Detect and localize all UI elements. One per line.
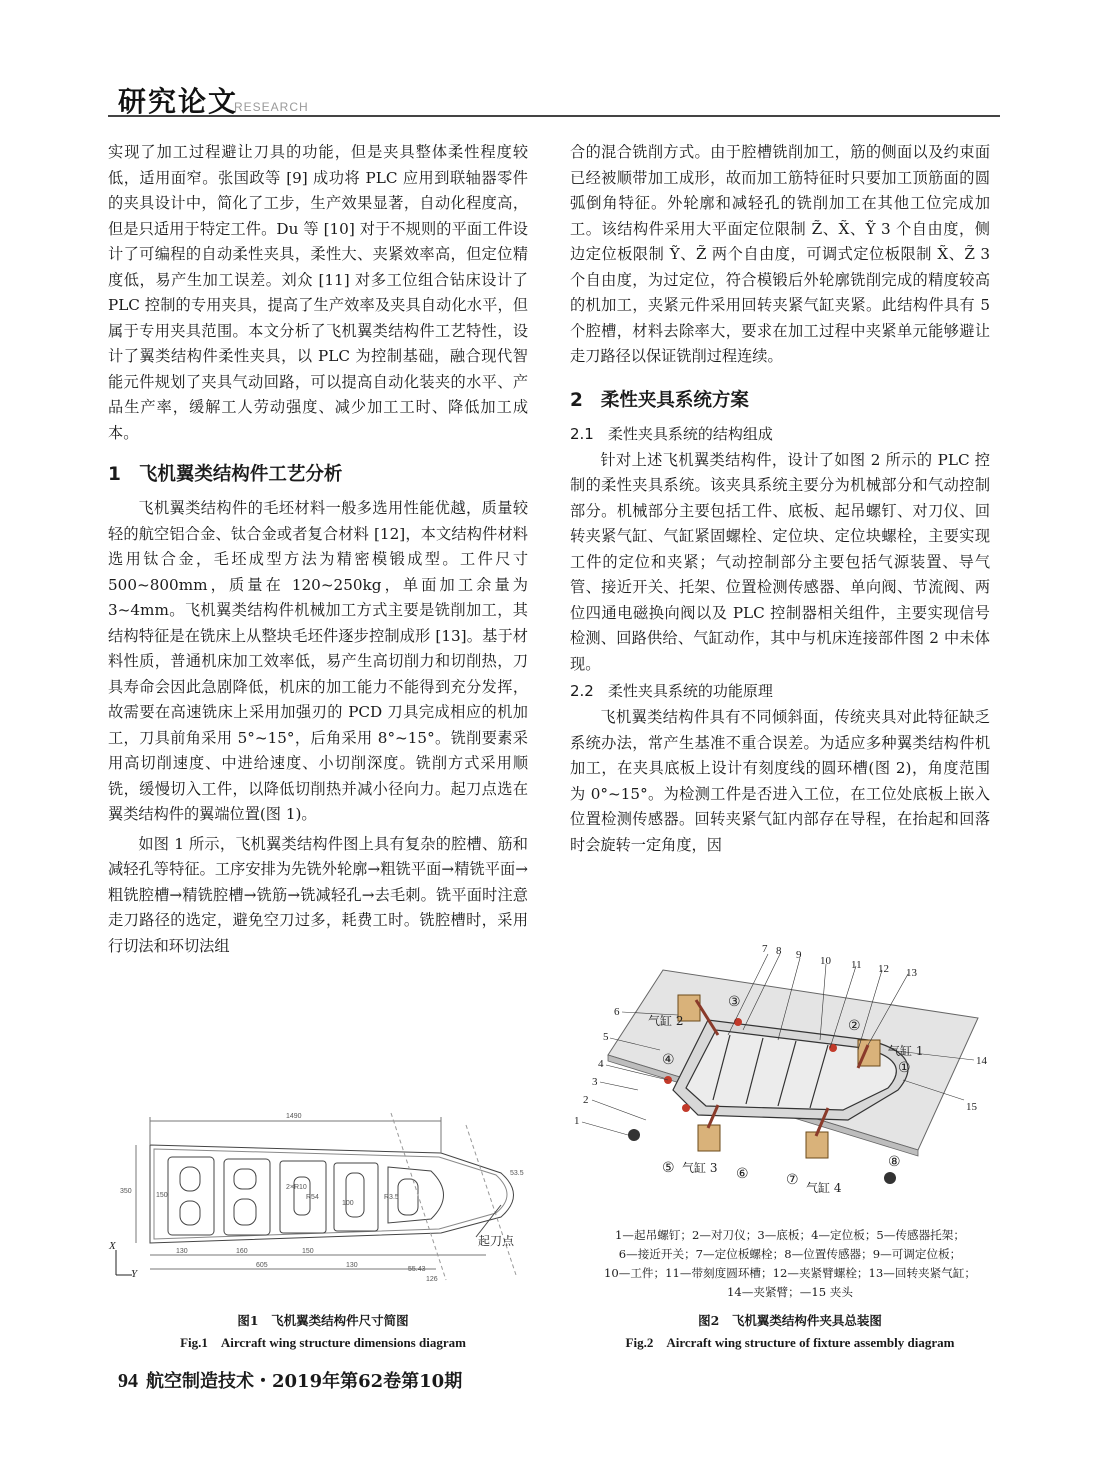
leader-3 xyxy=(600,1082,638,1090)
lifting-screw-1 xyxy=(628,1129,640,1141)
section1-heading xyxy=(108,462,528,488)
station-3: ③ xyxy=(728,994,741,1010)
figure2-legend xyxy=(570,1226,1010,1302)
figure1-caption-zh: 图1 飞机翼类结构件尺寸简图 xyxy=(237,1313,409,1328)
figure2-caption-en: Fig.2 Aircraft wing structure of fixture assembly diagram xyxy=(625,1335,955,1350)
leader-2 xyxy=(592,1100,646,1120)
cylinder-3-label: 气缸 3 xyxy=(682,1161,718,1175)
hole-6 xyxy=(346,1173,364,1217)
start-point-label: 起刀点 xyxy=(478,1234,515,1248)
station-6: ⑥ xyxy=(736,1166,749,1182)
callout-14: 14 xyxy=(976,1055,987,1067)
subsection-2-2-number: 2.2 xyxy=(570,682,594,700)
center-line-2 xyxy=(466,1125,516,1275)
journal-info: 航空制造技术・2019年第62卷第10期 xyxy=(146,1371,463,1392)
figure1-caption-en: Fig.1 Aircraft wing structure dimensions diagram xyxy=(180,1335,466,1350)
subsection-2-2-paragraph: 飞机翼类结构件具有不同倾斜面，传统夹具对此特征缺乏系统办法，常产生基准不重合误差。为适应多种翼类结构件机加工，在夹具底板上设计有刻度线的圆环槽(图 2)，角度范围为 0°~15°。为检测工件是否进入工位，在工位处底板上嵌入位置检测传感器。回转夹紧气缸内部存在导程，在抬起和回落时会旋转一定角度，因 xyxy=(570,708,990,854)
wing-outline xyxy=(150,1145,514,1243)
legend-line: 14—夹紧臂；—15 夹头 xyxy=(727,1285,853,1299)
axis-x-label: X xyxy=(109,1240,116,1252)
section1-title: 飞机翼类结构件工艺分析 xyxy=(138,464,343,485)
dim-label-13: 55.43 xyxy=(408,1266,426,1273)
subsection-2-1-number: 2.1 xyxy=(570,424,594,443)
callout-12: 12 xyxy=(878,963,889,975)
journal-section-subtitle: RESEARCH xyxy=(234,100,309,114)
page-number: 94 xyxy=(118,1370,138,1392)
sensor-1 xyxy=(734,1018,742,1026)
dim-label-12: R3.5 xyxy=(384,1194,399,1201)
hole-3 xyxy=(234,1169,256,1189)
dim-label-5: 605 xyxy=(256,1262,268,1269)
axis-y-label: Y xyxy=(131,1268,138,1280)
station-1: ① xyxy=(898,1060,911,1076)
station-8: ⑧ xyxy=(888,1154,901,1170)
section1-paragraph-2: 如图 1 所示，飞机翼类结构件图上具有复杂的腔槽、筋和减轻孔等特征。工序安排为先铣外轮廓→粗铣平面→精铣平面→粗铣腔槽→精铣腔槽→铣筋→铣减轻孔→去毛刺。铣平面时注意走刀路径的选定，避免空刀过多，耗费工时。铣腔槽时，采用行切法和环切法组 xyxy=(108,834,528,955)
right-column xyxy=(570,140,990,858)
callout-4: 4 xyxy=(598,1058,604,1070)
dim-label-9: 100 xyxy=(342,1200,354,1207)
callout-10: 10 xyxy=(820,955,831,967)
dim-label-4: 160 xyxy=(236,1248,248,1255)
station-7: ⑦ xyxy=(786,1172,799,1188)
cylinder-1-label: 气缸 1 xyxy=(888,1044,924,1058)
dim-label-15: 53.5 xyxy=(510,1170,524,1177)
pocket-3 xyxy=(280,1161,326,1233)
dim-label-11: 2×R10 xyxy=(286,1184,307,1191)
pocket-1 xyxy=(168,1157,214,1235)
subsection-2-2-title: 柔性夹具系统的功能原理 xyxy=(607,682,773,700)
dim-label-1: 1490 xyxy=(286,1113,302,1120)
intro-paragraph: 实现了加工过程避让刀具的功能，但是夹具整体柔性程度较低，适用面窄。张国政等 [9] 成功将 PLC 应用到联轴器零件的夹具设计中，简化了工步，生产效果显著，自动化程度高，但是只适用于特定工件。Du 等 [10] 对于不规则的平面工件设计了可编程的自动柔性夹具，柔性大、夹紧效率高，但定位精度低，易产生加工误差。刘众 [11] 对多工位组合钻床设计了 PLC 控制的专用夹具，提高了生产效率及夹具自动化水平，但属于专用夹具范围。本文分析了飞机翼类结构件工艺特性，设计了翼类结构件柔性夹具，以 PLC 为控制基础，融合现代智能元件规划了夹具气动回路，可以提高自动化装夹的水平、产品生产率，缓解工人劳动强度、减少加工工时、降低加工成本。 xyxy=(108,143,528,442)
cylinder-3-block xyxy=(698,1125,720,1151)
hole-7 xyxy=(398,1179,418,1215)
legend-line: 10—工件；11—带刻度圆环槽；12—夹紧臂螺栓；13—回转夹紧气缸； xyxy=(603,1266,977,1280)
cylinder-4-label: 气缸 4 xyxy=(806,1181,842,1195)
figure1-dimensions-diagram xyxy=(106,1105,536,1295)
section1-paragraph-1: 飞机翼类结构件的毛坯材料一般多选用性能优越，质量较轻的航空铝合金、钛合金或者复合材料 [12]，本文结构件材料选用钛合金，毛坯成型方法为精密模锻成型。工件尺寸 500~800mm，质量在 120~250kg，单面加工余量为 3~4mm。飞机翼类结构件机械加工方式主要是铣削加工，其结构特征是在铣床上从整块毛坯件逐步控制成形 [13]。基于材料性质，普通机床加工效率低，易产生高切削力和切削热，刀具寿命会因此急剧降低，机床的加工能力不能得到充分发挥，故需要在高速铣床上采用加强刃的 PCD 刀具完成相应的机加工，刀具前角采用 5°~15°，后角采用 8°~15°。铣削要素采用高切削速度、中进给速度、小切削深度。铣削方式采用顺铣，缓慢切入工件，以降低切削热并减小径向力。起刀点选在翼类结构件的翼端位置(图 1)。 xyxy=(108,499,528,823)
pocket-2 xyxy=(224,1159,270,1235)
station-4: ④ xyxy=(662,1052,675,1068)
hole-1 xyxy=(180,1167,200,1191)
start-point-leader xyxy=(476,1205,501,1237)
callout-5: 5 xyxy=(603,1031,609,1043)
section1-number: 1 xyxy=(108,464,121,485)
callout-13: 13 xyxy=(906,967,917,979)
section2-number: 2 xyxy=(570,389,583,411)
subsection-2-1-paragraph: 针对上述飞机翼类结构件，设计了如图 2 所示的 PLC 控制的柔性夹具系统。该夹具系统主要分为机械部分和气动控制部分。机械部分主要包括工件、底板、起吊螺钉、对刀仪、回转夹紧气缸、气缸紧固螺栓、定位块、定位块螺栓，主要实现工件的定位和夹紧；气动控制部分主要包括气源装置、导气管、接近开关、托架、位置检测传感器、单向阀、节流阀、两位四通电磁换向阀以及 PLC 控制器相关组件，主要实现信号检测、回路供给、气缸动作，其中与机床连接部件图 2 中未体现。 xyxy=(570,450,990,673)
continued-paragraph: 合的混合铣削方式。由于腔槽铣削加工，筋的侧面以及约束面已经被顺带加工成形，故而加工筋特征时只要加工顶筋面的圆弧倒角特征。外轮廓和减轻孔的铣削加工在其他工位完成加工。该结构件采用大平面定位限制 Z̃、X̃、Ỹ 3 个自由度，侧边定位板限制 Ỹ、Z̃ 两个自由度，可调式定位板限制 X̃、Z̃ 3 个自由度，为过定位，符合模锻后外轮廓铣削完成的精度较高的机加工，夹紧元件采用回转夹紧气缸夹紧。此结构件具有 5 个腔槽，材料去除率大，要求在加工过程中夹紧单元能够避让走刀路径以保证铣削过程连续。 xyxy=(570,143,990,365)
callout-2: 2 xyxy=(583,1094,589,1106)
header-rule xyxy=(108,115,1000,117)
lifting-screw-2 xyxy=(884,1172,896,1184)
page-footer xyxy=(118,1367,462,1393)
dim-label-14: 126 xyxy=(426,1276,438,1283)
callout-6: 6 xyxy=(614,1006,620,1018)
leader-1 xyxy=(582,1122,628,1135)
callout-7: 7 xyxy=(762,943,768,955)
callout-15: 15 xyxy=(966,1101,977,1113)
wing-inner-outline xyxy=(154,1149,507,1239)
hole-2 xyxy=(180,1201,200,1225)
subsection-2-1-title: 柔性夹具系统的结构组成 xyxy=(607,424,773,443)
journal-section-title: 研究论文 xyxy=(118,85,239,118)
cylinder-2-label: 气缸 2 xyxy=(648,1014,684,1028)
dim-label-10: R54 xyxy=(306,1194,319,1201)
section2-title: 柔性夹具系统方案 xyxy=(600,389,749,411)
callout-3: 3 xyxy=(592,1076,598,1088)
legend-line: 1—起吊螺钉；2—对刀仪；3—底板；4—定位板；5—传感器托架； xyxy=(615,1228,965,1242)
left-column xyxy=(108,140,528,959)
dim-label-2: 350 xyxy=(120,1188,132,1195)
figure2-caption-zh: 图2 飞机翼类结构件夹具总装图 xyxy=(698,1313,882,1328)
subsection-2-2-heading xyxy=(570,679,990,703)
station-2: ② xyxy=(848,1018,861,1034)
station-5: ⑤ xyxy=(662,1160,675,1176)
dim-label-8: 150 xyxy=(302,1248,314,1255)
callout-11: 11 xyxy=(851,959,862,971)
dim-label-7: 130 xyxy=(346,1262,358,1269)
figure2-fixture-assembly xyxy=(568,940,1008,1220)
legend-line: 6—接近开关；7—定位板螺栓；8—位置传感器；9—可调定位板； xyxy=(618,1247,962,1261)
dim-label-3: 150 xyxy=(156,1192,168,1199)
callout-9: 9 xyxy=(796,949,802,961)
hole-4 xyxy=(234,1199,256,1225)
sensor-4 xyxy=(682,1104,690,1112)
callout-1: 1 xyxy=(574,1115,580,1127)
section2-heading xyxy=(570,388,990,414)
dim-label-6: 130 xyxy=(176,1248,188,1255)
subsection-2-1-heading xyxy=(570,422,990,446)
callout-8: 8 xyxy=(776,945,782,957)
